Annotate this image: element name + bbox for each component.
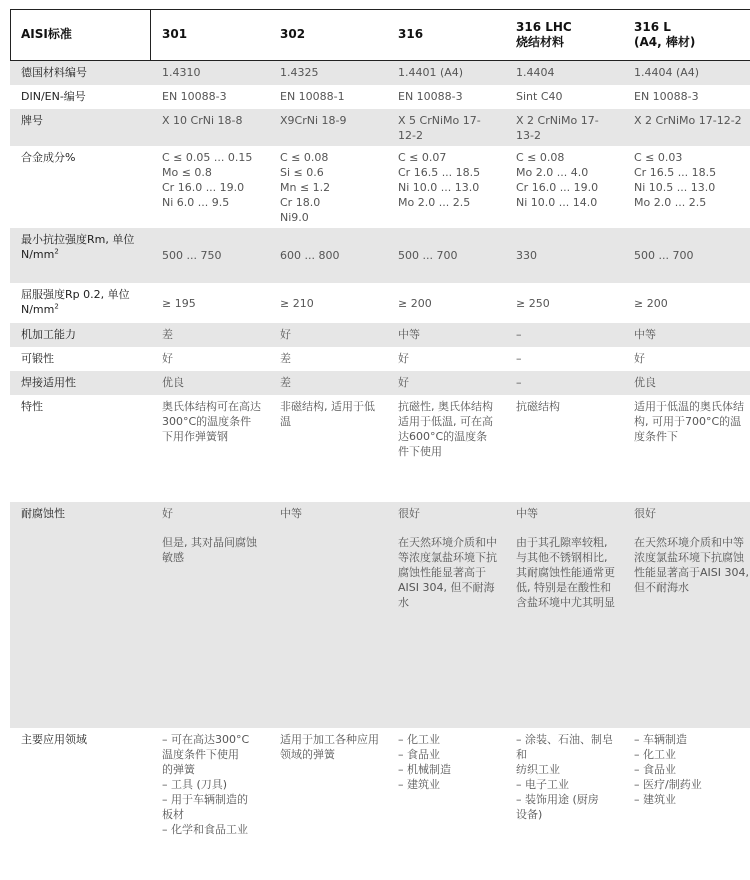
table-cell: C ≤ 0.08 Si ≤ 0.6 Mn ≤ 1.2 Cr 18.0 Ni9.0 — [269, 146, 387, 228]
table-cell: C ≤ 0.05 ... 0.15 Mo ≤ 0.8 Cr 16.0 ... 19.0 Ni 6.0 ... 9.5 — [151, 146, 269, 228]
row-label: 主要应用领域 — [10, 728, 151, 880]
steel-spec-table — [10, 9, 750, 880]
table-cell: 好 — [387, 371, 505, 395]
table-cell: EN 10088-3 — [151, 85, 269, 109]
table-cell: 500 ... 700 — [623, 228, 750, 283]
table-cell: 奥氏体结构可在高达300°C的温度条件下用作弹簧钢 — [151, 395, 269, 502]
table-cell: 差 — [269, 347, 387, 371]
table-cell: – 可在高达300°C 温度条件下使用 的弹簧 – 工具 (刀具) – 用于车辆制造的 板材 – 化学和食品工业 — [151, 728, 269, 880]
table-cell: 500 ... 750 — [151, 228, 269, 283]
header-316-l: 316 L (A4, 棒材) — [623, 9, 750, 61]
table-row-din-en — [10, 85, 750, 109]
table-cell: 中等 — [623, 323, 750, 347]
table-cell: 1.4404 (A4) — [623, 61, 750, 85]
table-cell: 330 — [505, 228, 623, 283]
row-label: 焊接适用性 — [10, 371, 151, 395]
row-label: DIN/EN-编号 — [10, 85, 151, 109]
table-cell: 1.4325 — [269, 61, 387, 85]
header-aisi: AISI标准 — [10, 9, 151, 61]
table-cell: 好 — [151, 347, 269, 371]
table-cell: 500 ... 700 — [387, 228, 505, 283]
table-cell: ≥ 210 — [269, 283, 387, 323]
table-cell: 1.4310 — [151, 61, 269, 85]
table-cell: – — [505, 347, 623, 371]
table-cell: 好 — [387, 347, 505, 371]
table-cell: 好 但是, 其对晶间腐蚀敏感 — [151, 502, 269, 728]
table-cell: 差 — [151, 323, 269, 347]
table-cell: 600 ... 800 — [269, 228, 387, 283]
table-cell: – 化工业 – 食品业 – 机械制造 – 建筑业 — [387, 728, 505, 880]
table-cell: 好 — [269, 323, 387, 347]
table-cell: – — [505, 371, 623, 395]
table-cell: 中等 — [387, 323, 505, 347]
table-cell: 非磁结构, 适用于低温 — [269, 395, 387, 502]
table-cell: EN 10088-3 — [623, 85, 750, 109]
table-cell: 1.4404 — [505, 61, 623, 85]
table-cell: 差 — [269, 371, 387, 395]
table-cell: C ≤ 0.07 Cr 16.5 ... 18.5 Ni 10.0 ... 13.0 Mo 2.0 ... 2.5 — [387, 146, 505, 228]
row-label: 特性 — [10, 395, 151, 502]
table-cell: 优良 — [623, 371, 750, 395]
table-cell: EN 10088-1 — [269, 85, 387, 109]
table-cell: Sint C40 — [505, 85, 623, 109]
header-316-lhc: 316 LHC 烧结材料 — [505, 9, 623, 61]
row-label: 牌号 — [10, 109, 151, 146]
table-cell: – 车辆制造 – 化工业 – 食品业 – 医疗/制药业 – 建筑业 — [623, 728, 750, 880]
table-row-machinability — [10, 323, 750, 347]
table-cell: – — [505, 323, 623, 347]
header-301: 301 — [151, 9, 269, 61]
row-label: 德国材料编号 — [10, 61, 151, 85]
row-label: 机加工能力 — [10, 323, 151, 347]
table-row-grade — [10, 109, 750, 146]
table-row-corrosion — [10, 502, 750, 728]
header-row — [10, 9, 750, 61]
header-316: 316 — [387, 9, 505, 61]
table-cell: X 2 CrNiMo 17-13-2 — [505, 109, 623, 146]
table-row-tensile — [10, 228, 750, 283]
table-cell: X 2 CrNiMo 17-12-2 — [623, 109, 750, 146]
table-cell: 抗磁结构 — [505, 395, 623, 502]
header-302: 302 — [269, 9, 387, 61]
table-cell: EN 10088-3 — [387, 85, 505, 109]
table-cell: X 5 CrNiMo 17-12-2 — [387, 109, 505, 146]
table-row-yield — [10, 283, 750, 323]
table-cell: 适用于低温的奥氏体结构, 可用于700°C的温度条件下 — [623, 395, 750, 502]
table-cell: 很好 在天然环境介质和中等浓度氯盐环境下抗腐蚀性能显著高于AISI 304, 但不耐海水 — [623, 502, 750, 728]
table-cell: C ≤ 0.08 Mo 2.0 ... 4.0 Cr 16.0 ... 19.0 Ni 10.0 ... 14.0 — [505, 146, 623, 228]
table-cell: 适用于加工各种应用领域的弹簧 — [269, 728, 387, 880]
table-cell: 好 — [623, 347, 750, 371]
table-cell: X 10 CrNi 18-8 — [151, 109, 269, 146]
row-label: 可锻性 — [10, 347, 151, 371]
table-cell: 中等 由于其孔隙率较粗, 与其他不锈钢相比, 其耐腐蚀性能通常更低, 特别是在酸性和含盐环境中尤其明显 — [505, 502, 623, 728]
table-row-properties — [10, 395, 750, 502]
table-row-forgeability — [10, 347, 750, 371]
table-cell: 中等 — [269, 502, 387, 728]
table-cell: 抗磁性, 奥氏体结构适用于低温, 可在高达600°C的温度条件下使用 — [387, 395, 505, 502]
row-label: 耐腐蚀性 — [10, 502, 151, 728]
table-cell: 很好 在天然环境介质和中等浓度氯盐环境下抗腐蚀性能显著高于AISI 304, 但不耐海水 — [387, 502, 505, 728]
table-cell: ≥ 200 — [623, 283, 750, 323]
table-cell: X9CrNi 18-9 — [269, 109, 387, 146]
table-cell: ≥ 200 — [387, 283, 505, 323]
table-cell: 1.4401 (A4) — [387, 61, 505, 85]
row-label: 最小抗拉强度Rm, 单位 $N/mm^2$ — [10, 228, 151, 283]
table-row-material-number — [10, 61, 750, 85]
table-cell: 优良 — [151, 371, 269, 395]
table-row-weldability — [10, 371, 750, 395]
row-label: 合金成分% — [10, 146, 151, 228]
table-cell: C ≤ 0.03 Cr 16.5 ... 18.5 Ni 10.5 ... 13.0 Mo 2.0 ... 2.5 — [623, 146, 750, 228]
table-cell: – 涂装、石油、制皂和 纺织工业 – 电子工业 – 装饰用途 (厨房 设备) — [505, 728, 623, 880]
table-cell: ≥ 195 — [151, 283, 269, 323]
table-row-applications — [10, 728, 750, 880]
table-row-alloy — [10, 146, 750, 228]
table-cell: ≥ 250 — [505, 283, 623, 323]
row-label: 屈服强度Rp 0.2, 单位 $N/mm^2$ — [10, 283, 151, 323]
